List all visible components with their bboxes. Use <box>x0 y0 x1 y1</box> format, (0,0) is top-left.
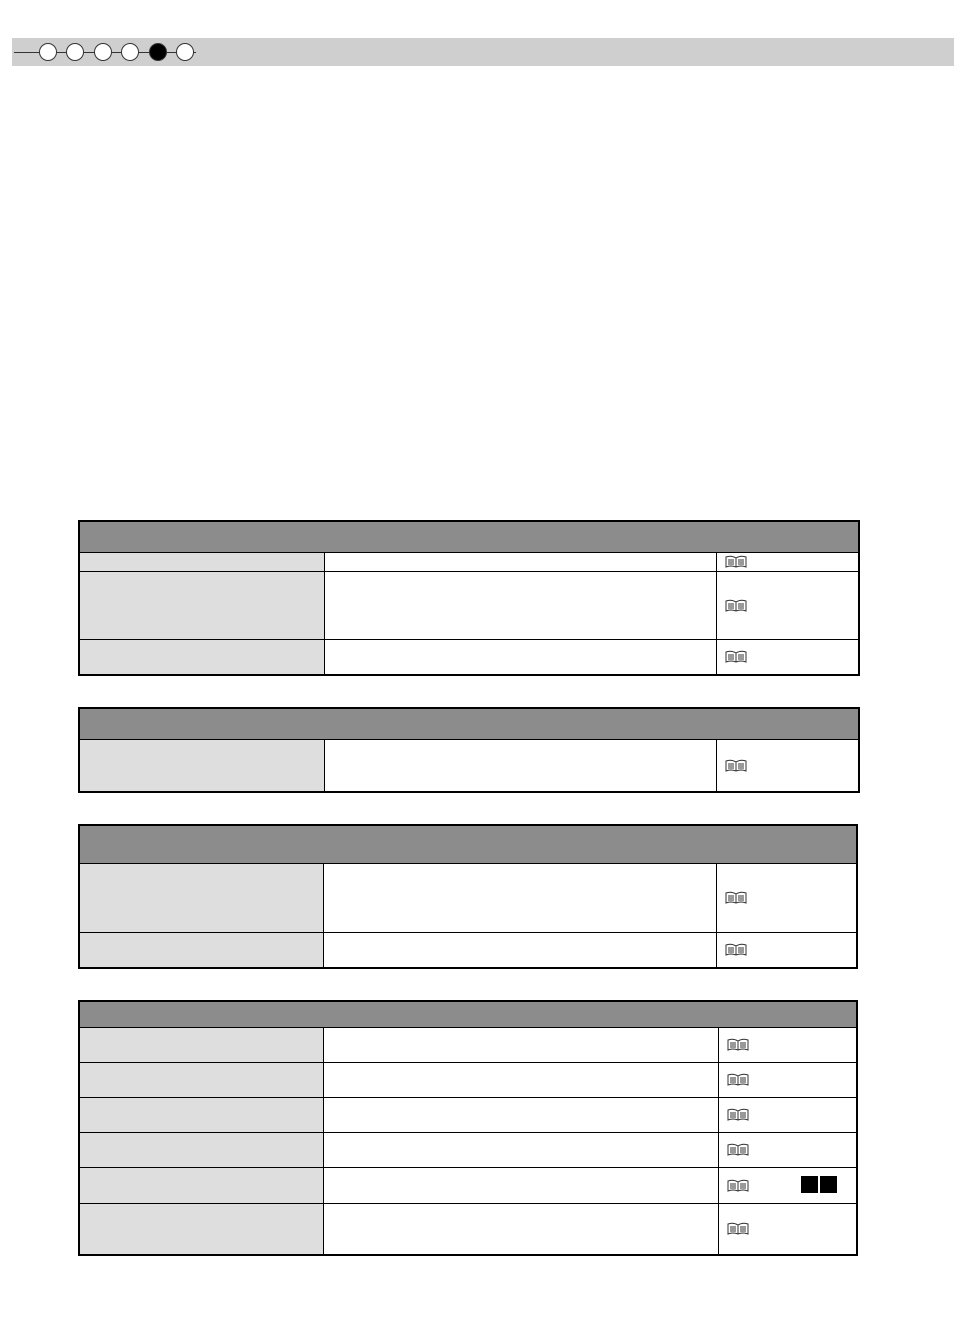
table-4-row-1-label <box>79 1028 323 1063</box>
table-3-row-2-ref <box>716 933 857 969</box>
table-4-row-2-label <box>79 1063 323 1098</box>
book-reference-icon <box>725 891 747 904</box>
step-dot-3 <box>94 43 112 61</box>
table-3-row-2-label <box>79 933 323 969</box>
book-reference-icon <box>725 759 747 772</box>
book-reference-icon <box>727 1038 749 1051</box>
step-dot-4 <box>121 43 139 61</box>
table-1-header <box>79 521 859 553</box>
table-3-header <box>79 825 857 864</box>
table-4-row-2-desc <box>323 1063 718 1098</box>
book-reference-icon <box>727 1143 749 1156</box>
table-1-row-2-label <box>79 572 324 640</box>
table-3 <box>78 824 858 969</box>
book-reference-icon <box>727 1108 749 1121</box>
book-reference-icon <box>727 1073 749 1086</box>
table-3-row-1-desc <box>323 864 716 933</box>
table-4-row-2-ref <box>718 1063 857 1098</box>
book-reference-icon <box>727 1179 749 1192</box>
step-dot-2 <box>66 43 84 61</box>
table-4-row-3-desc <box>323 1098 718 1133</box>
table-1-row-1-ref <box>716 553 859 572</box>
table-1-row-3-label <box>79 640 324 676</box>
table-4-row-6-desc <box>323 1204 718 1256</box>
book-reference-icon <box>725 599 747 612</box>
book-reference-icon <box>725 943 747 956</box>
table-4-row-5-desc <box>323 1168 718 1204</box>
table-4-header <box>79 1001 857 1028</box>
table-3-row-2-desc <box>323 933 716 969</box>
table-2-row-1-desc <box>324 740 716 793</box>
table-1-row-3-desc <box>324 640 716 676</box>
step-dot-1 <box>39 43 57 61</box>
table-2-row-1-ref <box>716 740 859 793</box>
table-4-row-4-label <box>79 1133 323 1168</box>
table-4-row-6-label <box>79 1204 323 1256</box>
black-square-badge <box>820 1176 837 1193</box>
table-4 <box>78 1000 858 1256</box>
table-4-row-4-desc <box>323 1133 718 1168</box>
step-dot-6 <box>176 43 194 61</box>
table-2-header <box>79 708 859 740</box>
book-reference-icon <box>725 555 747 568</box>
step-dot-5-active <box>149 43 167 61</box>
table-2-row-1-label <box>79 740 324 793</box>
black-square-badge <box>801 1176 818 1193</box>
table-4-row-6-ref <box>718 1204 857 1256</box>
table-4-row-4-ref <box>718 1133 857 1168</box>
table-4-row-5-label <box>79 1168 323 1204</box>
table-1-row-2-ref <box>716 572 859 640</box>
table-1 <box>78 520 860 676</box>
book-reference-icon <box>727 1222 749 1235</box>
table-1-row-3-ref <box>716 640 859 676</box>
table-3-row-1-label <box>79 864 323 933</box>
table-4-row-3-label <box>79 1098 323 1133</box>
table-4-row-5-ref <box>718 1168 857 1204</box>
table-4-row-3-ref <box>718 1098 857 1133</box>
book-reference-icon <box>725 650 747 663</box>
table-4-row-1-desc <box>323 1028 718 1063</box>
table-4-row-1-ref <box>718 1028 857 1063</box>
table-1-row-1-label <box>79 553 324 572</box>
table-1-row-2-desc <box>324 572 716 640</box>
table-3-row-1-ref <box>716 864 857 933</box>
table-2 <box>78 707 860 793</box>
table-1-row-1-desc <box>324 553 716 572</box>
